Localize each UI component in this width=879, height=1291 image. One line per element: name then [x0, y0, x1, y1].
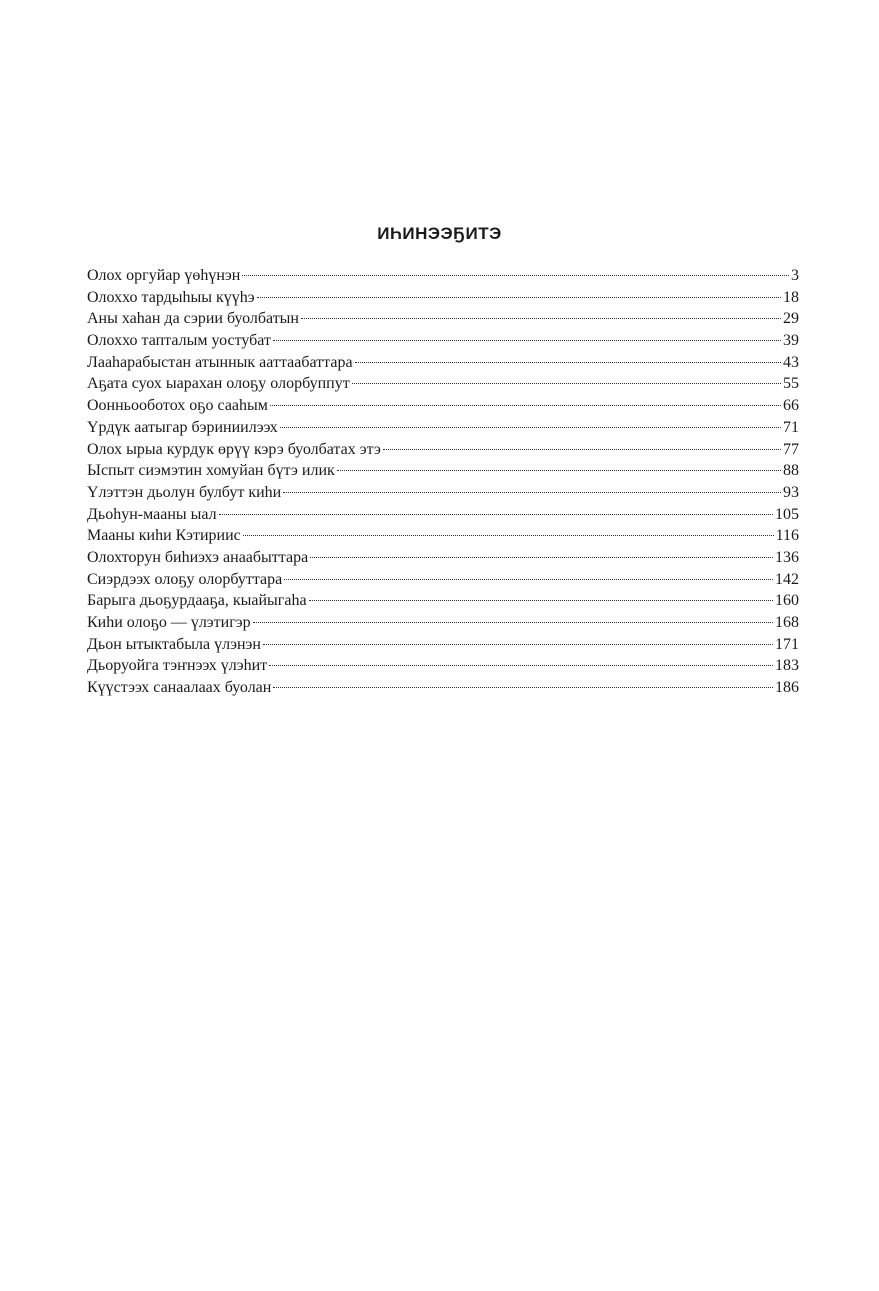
toc-entry — [87, 547, 799, 569]
toc-entry-title: Аҕата суох ыарахан олоҕу олорбуппут — [87, 375, 350, 393]
dot-leader — [301, 317, 781, 319]
toc-entry-page-number: 55 — [783, 375, 799, 393]
toc-entry — [87, 330, 799, 352]
toc-entry — [87, 417, 799, 439]
toc-entry-page-number: 116 — [775, 527, 799, 545]
dot-leader — [283, 491, 781, 493]
dot-leader — [263, 643, 773, 645]
toc-entry-page-number: 142 — [775, 570, 799, 588]
toc-entry-title: Барыга дьоҕурдааҕа, кыайыгаһа — [87, 592, 307, 610]
dot-leader — [257, 296, 781, 298]
toc-entry-title: Оонньооботох оҕо сааһым — [87, 397, 268, 415]
toc-entry — [87, 677, 799, 699]
toc-entry — [87, 504, 799, 526]
table-of-contents — [87, 265, 799, 699]
toc-entry — [87, 308, 799, 330]
toc-entry-page-number: 105 — [775, 505, 799, 523]
toc-entry-title: Үрдүк аатыгар бэриниилээх — [87, 418, 278, 436]
toc-entry-page-number: 77 — [783, 440, 799, 458]
dot-leader — [273, 686, 773, 688]
toc-entry — [87, 287, 799, 309]
toc-entry-page-number: 93 — [783, 483, 799, 501]
toc-entry-title: Сиэрдээх олоҕу олорбуттара — [87, 570, 283, 588]
toc-entry-page-number: 18 — [783, 288, 799, 306]
toc-entry — [87, 439, 799, 461]
dot-leader — [284, 578, 773, 580]
toc-entry — [87, 612, 799, 634]
toc-entry — [87, 634, 799, 656]
toc-entry-title: Аны хаһан да сэрии буолбатын — [87, 310, 299, 328]
toc-entry — [87, 395, 799, 417]
toc-entry — [87, 590, 799, 612]
dot-leader — [253, 621, 773, 623]
toc-entry-title: Үлэттэн дьолун булбут киһи — [87, 483, 282, 501]
toc-entry-title: Олоххо тардыһыы күүһэ — [87, 288, 255, 306]
toc-entry-page-number: 3 — [791, 267, 799, 284]
toc-entry-page-number: 29 — [783, 310, 799, 328]
dot-leader — [219, 513, 773, 515]
dot-leader — [280, 426, 781, 428]
toc-entry-title: Лааһарабыстан атыннык ааттаабаттара — [87, 353, 353, 371]
toc-entry-page-number: 171 — [775, 635, 799, 653]
toc-entry — [87, 569, 799, 591]
toc-entry — [87, 460, 799, 482]
toc-entry-page-number: 136 — [775, 548, 799, 566]
dot-leader — [309, 599, 773, 601]
dot-leader — [337, 469, 781, 471]
toc-entry — [87, 373, 799, 395]
toc-entry-title: Ыспыт сиэмэтин хомуйан бүтэ илик — [87, 462, 335, 480]
toc-entry — [87, 655, 799, 677]
dot-leader — [383, 448, 781, 450]
toc-entry-page-number: 183 — [775, 657, 799, 675]
page-title: ИҺИНЭЭҔИТЭ — [377, 224, 502, 243]
dot-leader — [273, 339, 781, 341]
toc-entry-title: Дьоһун-мааны ыал — [87, 505, 217, 523]
dot-leader — [310, 556, 773, 558]
dot-leader — [355, 361, 781, 363]
toc-entry-page-number: 71 — [783, 418, 799, 436]
toc-entry-title: Дьоруойга тэҥнээх үлэһит — [87, 657, 268, 675]
toc-entry-page-number: 43 — [783, 353, 799, 371]
dot-leader — [352, 382, 781, 384]
toc-entry-title: Мааны киһи Кэтириис — [87, 527, 241, 545]
dot-leader — [270, 404, 781, 406]
toc-entry-title: Дьон ытыктабыла үлэнэн — [87, 635, 261, 653]
toc-entry-page-number: 39 — [783, 332, 799, 350]
dot-leader — [269, 664, 773, 666]
toc-entry-page-number: 168 — [775, 614, 799, 631]
dot-leader — [242, 274, 789, 276]
toc-entry-page-number: 66 — [783, 397, 799, 415]
toc-entry-page-number: 186 — [775, 679, 799, 697]
toc-entry — [87, 525, 799, 547]
toc-entry-page-number: 160 — [775, 592, 799, 610]
toc-entry-title: Олоххо тапталым уостубат — [87, 332, 271, 350]
dot-leader — [243, 534, 774, 536]
toc-entry — [87, 482, 799, 504]
toc-entry-title: Күүстээх санаалаах буолан — [87, 679, 272, 697]
toc-entry-title: Киһи олоҕо — үлэтигэр — [87, 614, 251, 631]
toc-entry — [87, 352, 799, 374]
toc-entry-page-number: 88 — [783, 462, 799, 480]
toc-entry-title: Олохторун биһиэхэ анаабыттара — [87, 548, 309, 566]
toc-entry — [87, 265, 799, 287]
toc-entry-title: Олох оргуйар үөһүнэн — [87, 267, 241, 284]
toc-entry-title: Олох ырыа курдук өрүү кэрэ буолбатах этэ — [87, 440, 381, 458]
